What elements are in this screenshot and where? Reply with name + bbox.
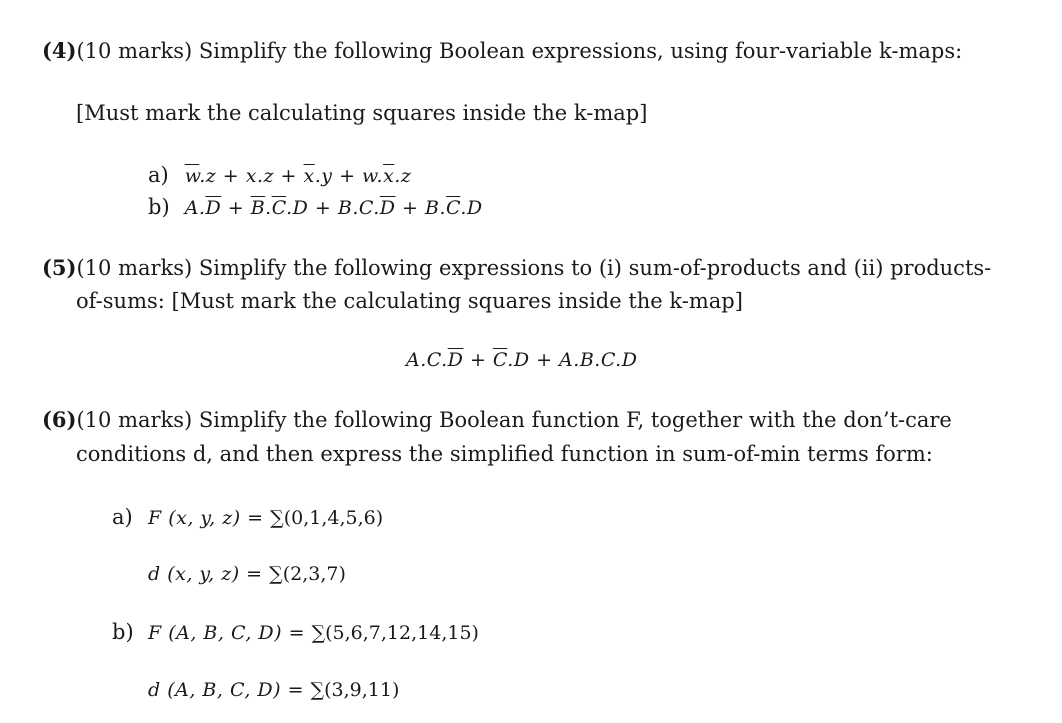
question-4b-label: b) <box>148 195 170 219</box>
question-4a-math: $\overline{w}.z + x.z + \overline{x}.y + w.\overline{x}.z$ <box>184 165 412 187</box>
question-6b-label: b) <box>112 620 134 644</box>
question-4a-expression <box>148 162 411 189</box>
question-6a-F-lhs: F (x, y, z) = <box>148 507 271 529</box>
question-5-text-line2: of-sums: [Must mark the calculating squares inside the k-map] <box>76 289 743 313</box>
question-6b-F <box>112 619 479 646</box>
question-6b-F-rhs: ∑(5,6,7,12,14,15) <box>311 622 479 644</box>
question-6a-d-lhs: d (x, y, z) = <box>148 563 270 585</box>
question-6b-d-rhs: ∑(3,9,11) <box>310 679 400 701</box>
question-6-text-line2: conditions d, and then express the simplified function in sum-of-min terms form: <box>76 442 933 466</box>
question-6b-F-lhs: F (A, B, C, D) = <box>148 622 312 644</box>
question-6a-label: a) <box>112 505 133 529</box>
question-6a-F-rhs: ∑(0,1,4,5,6) <box>270 507 384 529</box>
question-4-heading <box>42 38 962 64</box>
question-5-expression <box>406 346 637 373</box>
question-4-note: [Must mark the calculating squares inside the k-map] <box>76 101 648 125</box>
question-5-number: (5) <box>42 255 77 280</box>
question-5-text-line1: (10 marks) Simplify the following expressions to (i) sum-of-products and (ii) products- <box>76 256 992 280</box>
question-6a-d <box>148 560 346 587</box>
question-6b-d-lhs: d (A, B, C, D) = <box>148 679 311 701</box>
question-4b-expression <box>148 194 483 221</box>
question-6-text-line1: (10 marks) Simplify the following Boolean function F, together with the don’t-care <box>76 408 952 432</box>
question-4b-math: $A.\overline{D} + \overline{B}.\overline{C}.D + B.C.\overline{D} + B.\overline{C}.D$ <box>184 197 483 219</box>
question-5-math: $A.C.\overline{D} + \overline{C}.D + A.B.C.D$ <box>406 349 638 371</box>
question-5-heading <box>42 255 991 281</box>
question-6a-F <box>112 504 383 531</box>
question-6-number: (6) <box>42 407 77 432</box>
question-6a-d-rhs: ∑(2,3,7) <box>269 563 346 585</box>
question-4a-label: a) <box>148 163 169 187</box>
question-4-number: (4) <box>42 38 77 63</box>
question-4-text: (10 marks) Simplify the following Boolean expressions, using four-variable k-maps: <box>76 39 963 63</box>
question-6b-d <box>148 676 399 703</box>
question-6-heading <box>42 407 952 433</box>
